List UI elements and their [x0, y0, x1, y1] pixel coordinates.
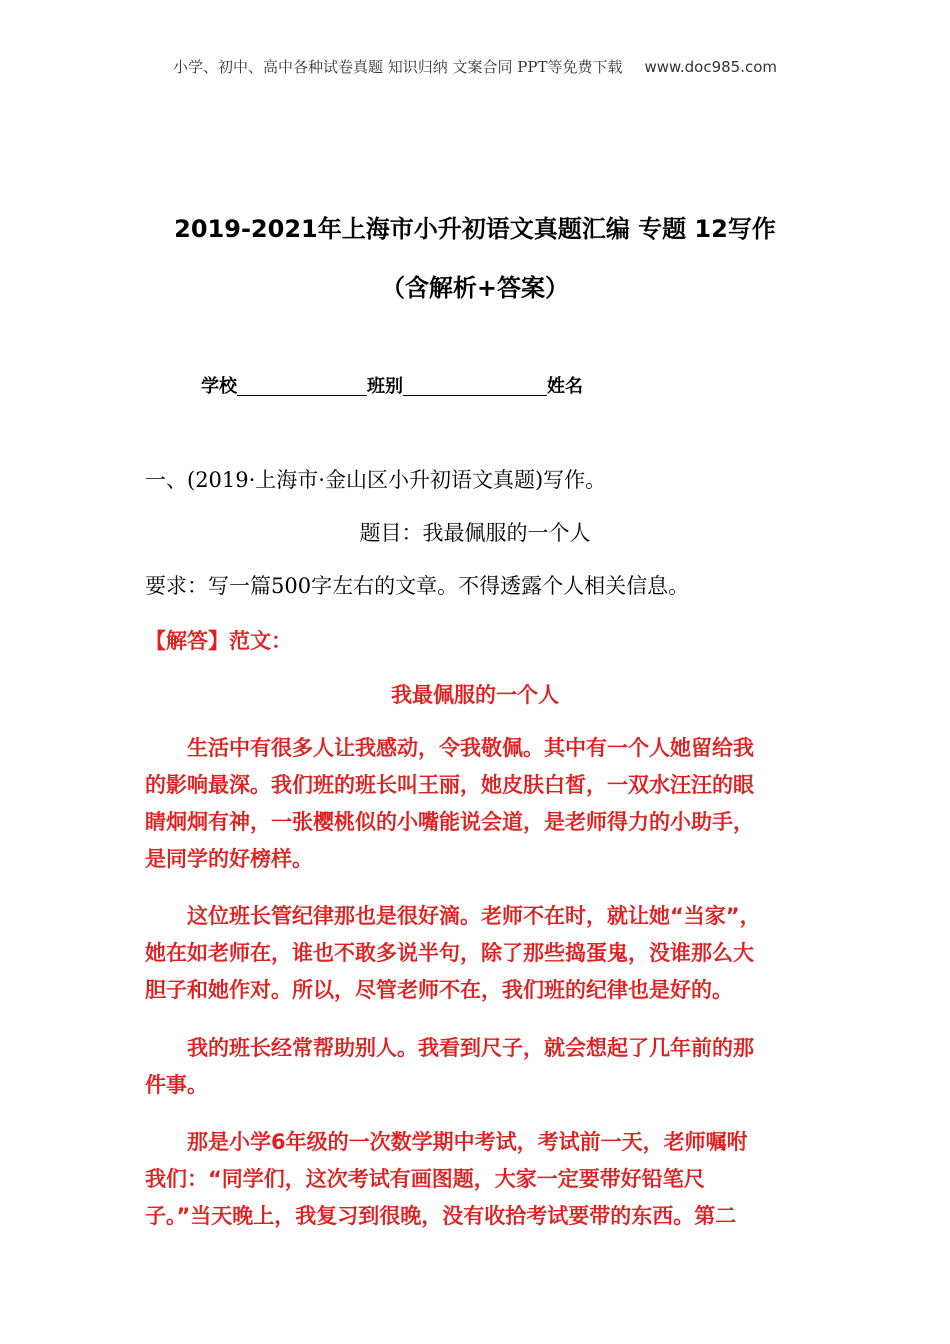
- essay-paragraph: [145, 730, 810, 878]
- name-label: 姓名: [547, 376, 583, 397]
- essay-line: 的影响最深。我们班的班长叫王丽，她皮肤白皙，一双水汪汪的眼: [145, 773, 754, 797]
- essay-line: 那是小学6年级的一次数学期中考试，考试前一天，老师嘱咐: [145, 1130, 748, 1154]
- answer-heading: [145, 625, 292, 655]
- question-topic: 题目：我最佩服的一个人: [359, 521, 591, 545]
- essay-paragraph: [145, 898, 810, 1009]
- answer-label: 范文：: [229, 629, 292, 653]
- essay-line: 我们：“同学们，这次考试有画图题，大家一定要带好铅笔尺: [145, 1167, 705, 1191]
- school-label: 学校: [201, 376, 237, 397]
- essay-line: 我的班长经常帮助别人。我看到尺子，就会想起了几年前的那: [145, 1036, 754, 1060]
- essay-line: 是同学的好榜样。: [145, 847, 313, 871]
- essay-title: 我最佩服的一个人: [391, 683, 559, 707]
- class-blank: [403, 377, 547, 396]
- essay-line: 她在如老师在，谁也不敢多说半句，除了那些捣蛋鬼，没谁那么大: [145, 941, 754, 965]
- essay-line: 件事。: [145, 1073, 208, 1097]
- essay-line: 这位班长管纪律那也是很好滴。老师不在时，就让她“当家”，: [145, 904, 761, 928]
- document-title: 2019-2021年上海市小升初语文真题汇编 专题 12写作: [174, 215, 776, 243]
- essay-paragraph: [145, 1030, 810, 1104]
- school-blank: [237, 377, 367, 396]
- essay-line: 胆子和她作对。所以，尽管老师不在，我们班的纪律也是好的。: [145, 978, 733, 1002]
- document-subtitle: （含解析+答案）: [380, 274, 570, 302]
- essay-line: 睛炯炯有神，一张樱桃似的小嘴能说会道，是老师得力的小助手，: [145, 810, 754, 834]
- header-text: 小学、初中、高中各种试卷真题 知识归纳 文案合同 PPT等免费下载: [172, 58, 623, 76]
- question-requirement: 要求：写一篇500字左右的文章。不得透露个人相关信息。: [145, 574, 690, 598]
- essay-line: 子。”当天晚上，我复习到很晚，没有收拾考试要带的东西。第二: [145, 1204, 737, 1228]
- answer-tag: 【解答】: [145, 629, 229, 653]
- page-header: [0, 56, 950, 77]
- essay-line: 生活中有很多人让我感动，令我敬佩。其中有一个人她留给我: [145, 736, 754, 760]
- essay-paragraph: [145, 1124, 810, 1235]
- question-heading: 一、(2019·上海市·金山区小升初语文真题)写作。: [145, 468, 607, 492]
- header-site-link[interactable]: www.doc985.com: [644, 58, 778, 76]
- student-info-line: [201, 372, 583, 398]
- class-label: 班别: [367, 376, 403, 397]
